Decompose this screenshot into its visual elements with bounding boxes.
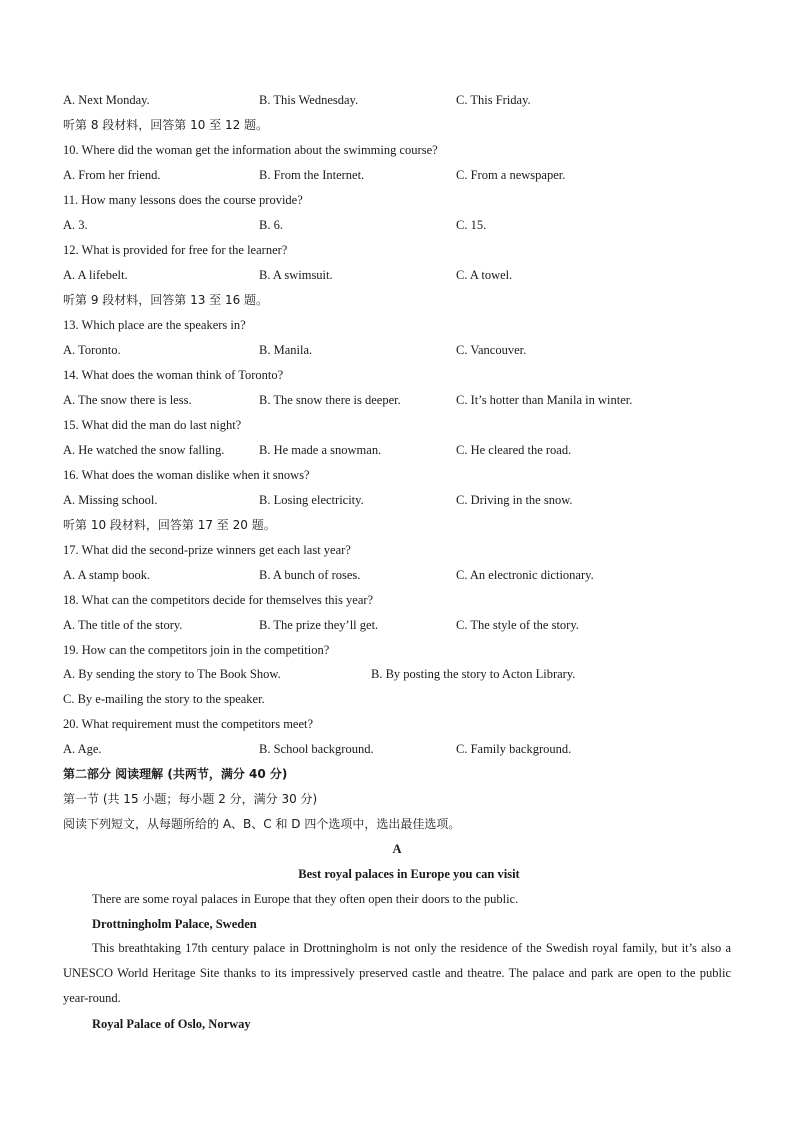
q17-option-b: B. A bunch of roses. — [259, 568, 361, 582]
q13-option-a: A. Toronto. — [63, 343, 121, 357]
q12-text: 12. What is provided for free for the learner? — [63, 243, 288, 257]
q18-option-c: C. The style of the story. — [456, 618, 579, 632]
palace1-heading: Drottningholm Palace, Sweden — [92, 917, 257, 931]
q15-option-a: A. He watched the snow falling. — [63, 443, 225, 457]
q10-text: 10. Where did the woman get the information about the swimming course? — [63, 143, 438, 157]
q18-option-b: B. The prize they’ll get. — [259, 618, 379, 632]
palace2-heading: Royal Palace of Oslo, Norway — [92, 1017, 251, 1031]
q19-option-c: C. By e-mailing the story to the speaker. — [63, 692, 265, 706]
part2-section1: 第一节 (共 15 小题；每小题 2 分，满分 30 分) — [63, 792, 318, 806]
q11-option-a: A. 3. — [63, 218, 88, 232]
q18-text: 18. What can the competitors decide for themselves this year? — [63, 593, 374, 607]
q10-option-c: C. From a newspaper. — [456, 168, 566, 182]
q20-option-a: A. Age. — [63, 742, 102, 756]
q20-option-b: B. School background. — [259, 742, 374, 756]
q19-text: 19. How can the competitors join in the competition? — [63, 643, 330, 657]
q9-option-c: C. This Friday. — [456, 93, 531, 107]
part2-instructions: 阅读下列短文，从每题所给的 A、B、C 和 D 四个选项中，选出最佳选项。 — [63, 817, 461, 831]
part2-title: 第二部分 阅读理解 (共两节，满分 40 分) — [63, 767, 288, 781]
q14-text: 14. What does the woman think of Toronto? — [63, 368, 284, 382]
q17-option-c: C. An electronic dictionary. — [456, 568, 594, 582]
q14-option-c: C. It’s hotter than Manila in winter. — [456, 393, 633, 407]
q15-option-c: C. He cleared the road. — [456, 443, 572, 457]
q10-option-b: B. From the Internet. — [259, 168, 365, 182]
q16-option-b: B. Losing electricity. — [259, 493, 364, 507]
q19-option-a: A. By sending the story to The Book Show. — [63, 667, 281, 681]
q20-option-c: C. Family background. — [456, 742, 572, 756]
palace1-text: This breathtaking 17th century palace in Drottningholm is not only the residence of the Swedish royal family, but it’s also a UNESCO World Heritage Site thanks to its impressively preserved castle and theatre. The palace and park are open to the public year-round. — [63, 941, 731, 1005]
q17-text: 17. What did the second-prize winners get each last year? — [63, 543, 351, 557]
section10-intro: 听第 10 段材料，回答第 17 至 20 题。 — [63, 518, 276, 532]
q12-option-a: A. A lifebelt. — [63, 268, 128, 282]
q16-option-a: A. Missing school. — [63, 493, 158, 507]
section8-intro: 听第 8 段材料，回答第 10 至 12 题。 — [63, 118, 269, 132]
q11-option-c: C. 15. — [456, 218, 487, 232]
q11-option-b: B. 6. — [259, 218, 283, 232]
passage-title: Best royal palaces in Europe you can visit — [298, 867, 520, 881]
q16-text: 16. What does the woman dislike when it snows? — [63, 468, 310, 482]
q10-option-a: A. From her friend. — [63, 168, 161, 182]
q9-option-a: A. Next Monday. — [63, 93, 150, 107]
q15-text: 15. What did the man do last night? — [63, 418, 242, 432]
q13-text: 13. Which place are the speakers in? — [63, 318, 246, 332]
q20-text: 20. What requirement must the competitors meet? — [63, 717, 314, 731]
section9-intro: 听第 9 段材料，回答第 13 至 16 题。 — [63, 293, 269, 307]
q12-option-c: C. A towel. — [456, 268, 513, 282]
passage-letter: A — [392, 842, 402, 856]
q15-option-b: B. He made a snowman. — [259, 443, 382, 457]
q13-option-c: C. Vancouver. — [456, 343, 527, 357]
q11-text: 11. How many lessons does the course provide? — [63, 193, 303, 207]
q17-option-a: A. A stamp book. — [63, 568, 151, 582]
q9-option-b: B. This Wednesday. — [259, 93, 359, 107]
q14-option-a: A. The snow there is less. — [63, 393, 192, 407]
q13-option-b: B. Manila. — [259, 343, 313, 357]
q16-option-c: C. Driving in the snow. — [456, 493, 573, 507]
passage-intro: There are some royal palaces in Europe that they often open their doors to the public. — [92, 892, 519, 906]
q14-option-b: B. The snow there is deeper. — [259, 393, 401, 407]
q18-option-a: A. The title of the story. — [63, 618, 183, 632]
q12-option-b: B. A swimsuit. — [259, 268, 333, 282]
q19-option-b: B. By posting the story to Acton Library. — [371, 667, 576, 681]
